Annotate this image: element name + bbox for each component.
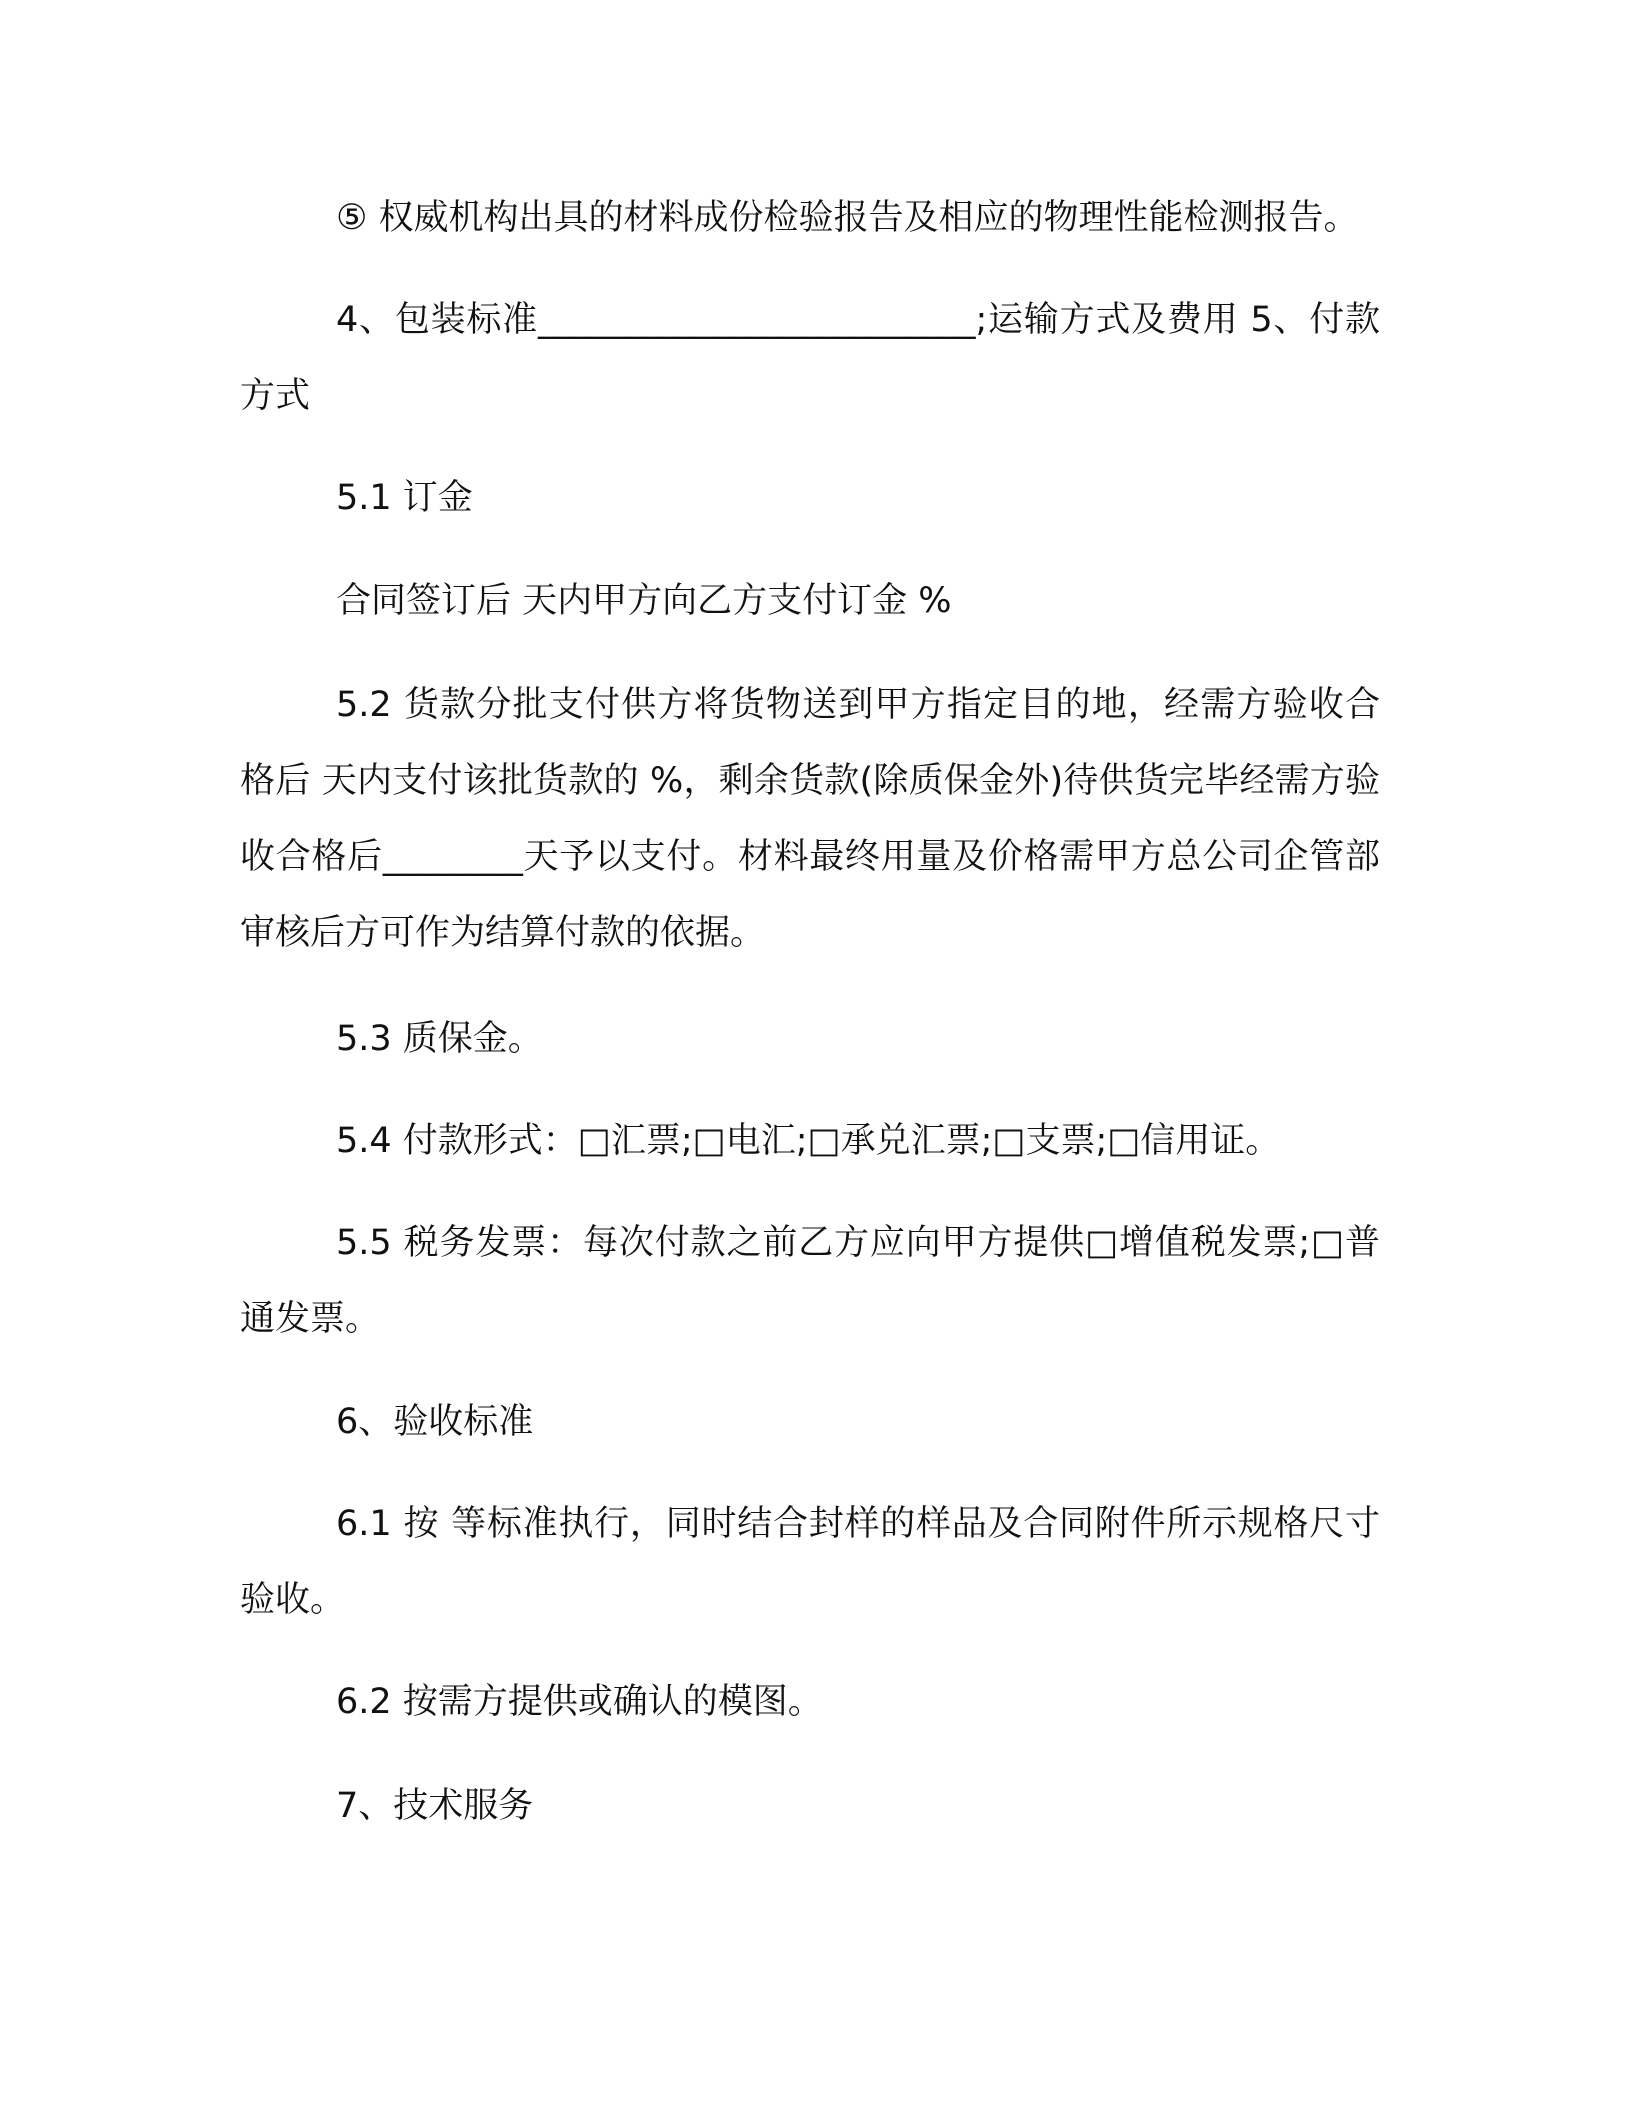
paragraph-tax-invoice: 5.5 税务发票：每次付款之前乙方应向甲方提供□增值税发票;□普通发票。 (240, 1223, 1380, 1339)
paragraph-test-reports: ⑤ 权威机构出具的材料成份检验报告及相应的物理性能检测报告。 (336, 198, 1359, 238)
paragraph-batch-payment: 5.2 货款分批支付供方将货物送到甲方指定目的地，经需方验收合格后 天内支付该批货款的 %，剩余货款(除质保金外)待供货完毕经需方验收合格后________天予以支付。材料最终用量及价格需甲方总公司企管部审核后方可作为结算付款的依据。 (240, 685, 1380, 953)
paragraph-deposit-terms: 合同签订后 天内甲方向乙方支付订金 % (336, 581, 952, 621)
paragraph-packaging-standard: 4、包装标准_________________________;运输方式及费用 5、付款方式 (240, 300, 1380, 416)
paragraph-acceptance-heading: 6、验收标准 (336, 1402, 534, 1442)
paragraph-deposit-heading: 5.1 订金 (336, 478, 473, 518)
paragraph-acceptance-standard: 6.1 按 等标准执行，同时结合封样的样品及合同附件所示规格尺寸验收。 (240, 1504, 1380, 1620)
paragraph-mold-drawing: 6.2 按需方提供或确认的模图。 (336, 1682, 823, 1722)
paragraph-payment-forms: 5.4 付款形式：□汇票;□电汇;□承兑汇票;□支票;□信用证。 (336, 1121, 1281, 1161)
paragraph-technical-service-heading: 7、技术服务 (336, 1786, 534, 1826)
paragraph-retention-money: 5.3 质保金。 (336, 1019, 543, 1059)
